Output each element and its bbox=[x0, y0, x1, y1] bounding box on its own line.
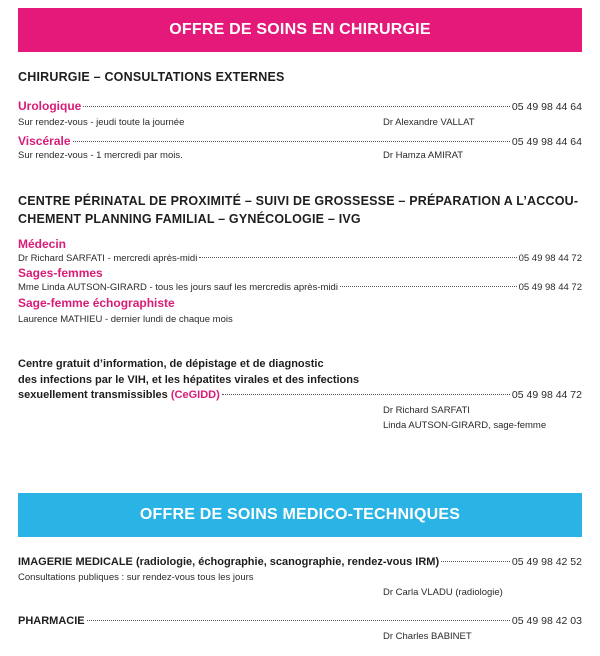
midwives-label: Sages-femmes bbox=[18, 266, 103, 280]
doctor-row bbox=[18, 253, 582, 264]
cegidd-contact-2: Linda AUTSON-GIRARD, sage-femme bbox=[383, 420, 547, 431]
leader-dots bbox=[83, 106, 510, 107]
urology-doctor: Dr Alexandre VALLAT bbox=[383, 117, 475, 128]
cegidd-row bbox=[18, 389, 582, 401]
visceral-note: Sur rendez-vous - 1 mercredi par mois. bbox=[18, 150, 183, 161]
imaging-label: IMAGERIE MEDICALE (radiologie, échographie, scanographie, rendez-vous IRM) bbox=[18, 556, 440, 568]
leader-dots bbox=[199, 257, 516, 258]
surgery-banner bbox=[18, 8, 582, 52]
midwives-line: Mme Linda AUTSON-GIRARD - tous les jours sauf les mercredis après-midi bbox=[18, 282, 338, 293]
doctor-phone[interactable]: 05 49 98 44 72 bbox=[518, 253, 582, 264]
pharmacy-row bbox=[18, 615, 582, 627]
urology-note: Sur rendez-vous - jeudi toute la journée bbox=[18, 117, 185, 128]
leader-dots bbox=[441, 561, 510, 562]
sonographer-line: Laurence MATHIEU - dernier lundi de chaque mois bbox=[18, 314, 233, 325]
midwives-phone[interactable]: 05 49 98 44 72 bbox=[518, 282, 582, 293]
cegidd-line3-text: sexuellement transmissibles bbox=[18, 389, 171, 401]
cegidd-acronym: (CeGIDD) bbox=[170, 389, 220, 401]
visceral-doctor: Dr Hamza AMIRAT bbox=[383, 150, 464, 161]
leader-dots bbox=[73, 141, 510, 142]
urology-label: Urologique bbox=[18, 99, 82, 113]
sonographer-label: Sage-femme échographiste bbox=[18, 296, 175, 310]
midwives-row bbox=[18, 282, 582, 293]
cegidd-contact-1: Dr Richard SARFATI bbox=[383, 405, 470, 416]
medico-technical-banner bbox=[18, 493, 582, 537]
visceral-phone[interactable]: 05 49 98 44 64 bbox=[511, 136, 582, 148]
leader-dots bbox=[340, 286, 517, 287]
visceral-row bbox=[18, 134, 582, 148]
external-consultations-title: CHIRURGIE – CONSULTATIONS EXTERNES bbox=[18, 70, 285, 84]
urology-phone[interactable]: 05 49 98 44 64 bbox=[511, 101, 582, 113]
leader-dots bbox=[87, 620, 510, 621]
pharmacy-label: PHARMACIE bbox=[18, 615, 85, 627]
pharmacy-phone[interactable]: 05 49 98 42 03 bbox=[511, 615, 582, 627]
cegidd-line3 bbox=[18, 389, 220, 401]
doctor-line: Dr Richard SARFATI - mercredi après-midi bbox=[18, 253, 198, 264]
cegidd-line1: Centre gratuit d’information, de dépistage et de diagnostic bbox=[18, 358, 324, 370]
doctor-label: Médecin bbox=[18, 237, 67, 251]
imaging-note: Consultations publiques : sur rendez-vous tous les jours bbox=[18, 572, 254, 583]
imaging-row bbox=[18, 556, 582, 568]
imaging-phone[interactable]: 05 49 98 42 52 bbox=[511, 556, 582, 568]
perinatal-title-line1: CENTRE PÉRINATAL DE PROXIMITÉ – SUIVI DE GROSSESSE – PRÉPARATION A L’ACCOU- bbox=[18, 194, 579, 208]
pharmacy-doctor: Dr Charles BABINET bbox=[383, 631, 472, 642]
visceral-label: Viscérale bbox=[18, 134, 71, 148]
urology-row bbox=[18, 99, 582, 113]
perinatal-title-line2: CHEMENT PLANNING FAMILIAL – GYNÉCOLOGIE – IVG bbox=[18, 212, 361, 226]
leader-dots bbox=[222, 394, 510, 395]
medico-technical-banner-title: OFFRE DE SOINS MEDICO-TECHNIQUES bbox=[139, 506, 461, 523]
cegidd-phone[interactable]: 05 49 98 44 72 bbox=[511, 389, 582, 401]
imaging-doctor: Dr Carla VLADU (radiologie) bbox=[383, 587, 503, 598]
surgery-banner-title: OFFRE DE SOINS EN CHIRURGIE bbox=[169, 21, 431, 38]
cegidd-line2: des infections par le VIH, et les hépatites virales et des infections bbox=[18, 374, 360, 386]
